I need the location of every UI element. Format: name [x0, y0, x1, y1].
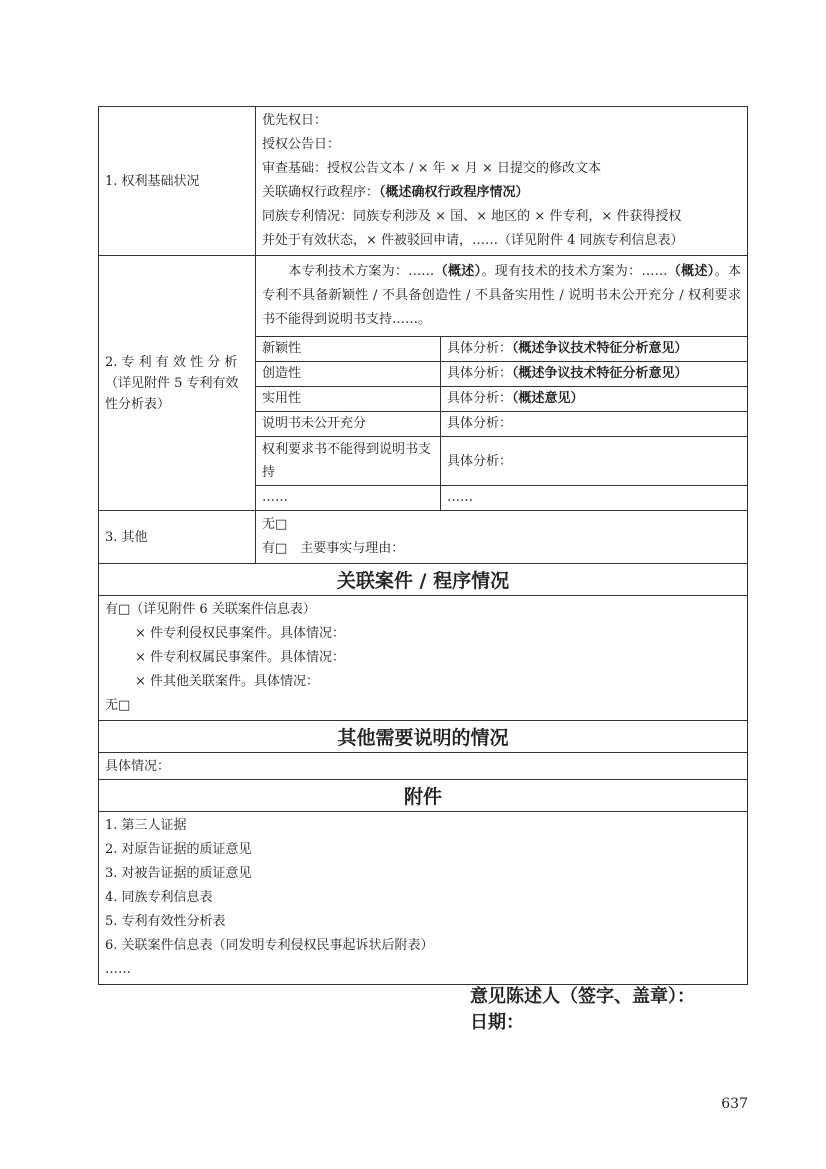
list-item: 3. 对被告证据的质证意见 [105, 866, 252, 881]
criterion-disclosure: 说明书未公开充分 [256, 412, 441, 437]
analysis-cell [441, 337, 748, 362]
other-notes-header-row [99, 721, 748, 753]
analysis-label: 具体分析： [447, 416, 513, 431]
admin-procedure [262, 181, 741, 205]
analysis-summary: （概述意见） [512, 391, 584, 406]
other-notes-text: 具体情况： [99, 753, 748, 780]
list-item: 1. 第三人证据 [105, 818, 187, 833]
table-row [256, 412, 747, 437]
rights-basis-row [99, 107, 748, 256]
attachments-title: 附件 [99, 780, 748, 812]
related-title: 关联案件 / 程序情况 [99, 564, 748, 596]
analysis-label: 具体分析： [447, 391, 513, 406]
list-item: 6. 关联案件信息表（同发明专利侵权民事起诉状后附表） [105, 938, 434, 953]
analysis-summary: （概述争议技术特征分析意见） [512, 341, 688, 356]
list-item: 2. 对原告证据的质证意见 [105, 842, 252, 857]
exam-basis: 审查基础：授权公告文本 / × 年 × 月 × 日提交的修改文本 [262, 161, 601, 176]
validity-label-line-2: （详见附件 5 专利有效 [105, 375, 239, 391]
table-row [256, 362, 747, 387]
family-patent-line-2: 并处于有效状态，× 件被驳回申请，……（详见附件 4 同族专利信息表） [262, 233, 684, 248]
announcement-date: 授权公告日： [262, 137, 341, 152]
other-notes-content-row [99, 753, 748, 780]
attachments-content-row [99, 812, 748, 985]
validity-summary [256, 256, 747, 336]
validity-label [99, 256, 256, 511]
list-item: …… [105, 962, 131, 977]
other-label: 3. 其他 [99, 511, 256, 564]
signature-block [470, 984, 695, 1036]
table-row [256, 387, 747, 412]
admin-procedure-summary: （概述确权行政程序情况） [379, 185, 529, 200]
priority-date: 优先权日： [262, 113, 328, 128]
attachments-list [99, 812, 748, 985]
validity-content [256, 256, 748, 511]
analysis-cell [441, 362, 748, 387]
related-content [99, 596, 748, 721]
rights-basis-content [256, 107, 748, 256]
opinion-form-table [98, 106, 748, 985]
summary-part-c: 。现有技术的技术方案为：…… [481, 264, 668, 279]
other-no-checkbox: 无□ [262, 517, 288, 532]
validity-analysis-table [256, 336, 747, 510]
other-notes-title: 其他需要说明的情况 [99, 721, 748, 753]
other-row [99, 511, 748, 564]
summary-bold-1: （概述） [434, 264, 482, 279]
list-item: × 件专利侵权民事案件。具体情况： [135, 626, 346, 641]
validity-label-line-1: 2. 专 利 有 效 性 分 析 [105, 354, 238, 370]
analysis-cell [441, 412, 748, 437]
analysis-cell [441, 387, 748, 412]
list-item: × 件专利权属民事案件。具体情况： [135, 650, 346, 665]
admin-procedure-label: 关联确权行政程序： [262, 185, 380, 200]
related-no-line: 无□ [105, 698, 131, 713]
criterion-more: …… [256, 486, 441, 511]
analysis-cell [441, 437, 748, 486]
related-header-row [99, 564, 748, 596]
related-yes-line: 有□（详见附件 6 关联案件信息表） [105, 602, 316, 617]
other-content [256, 511, 748, 564]
page-number: 637 [721, 1096, 748, 1112]
table-row [256, 337, 747, 362]
criterion-utility: 实用性 [256, 387, 441, 412]
criterion-inventiveness: 创造性 [256, 362, 441, 387]
rights-basis-label: 1. 权利基础状况 [99, 107, 256, 256]
validity-row [99, 256, 748, 511]
list-item: × 件其他关联案件。具体情况： [135, 674, 320, 689]
analysis-summary: （概述争议技术特征分析意见） [512, 366, 688, 381]
table-row [256, 486, 747, 511]
date-label: 日期： [470, 1012, 524, 1033]
related-content-row [99, 596, 748, 721]
summary-part-a: 本专利技术方案为：…… [288, 264, 435, 279]
other-yes-checkbox: 有□ 主要事实与理由： [262, 541, 405, 556]
list-item: 4. 同族专利信息表 [105, 890, 213, 905]
analysis-label: 具体分析： [447, 341, 513, 356]
signer-label: 意见陈述人（签字、盖章）： [470, 986, 695, 1007]
criterion-novelty: 新颖性 [256, 337, 441, 362]
summary-bold-2: （概述） [667, 264, 715, 279]
analysis-label: 具体分析： [447, 453, 513, 469]
analysis-more: …… [441, 486, 748, 511]
validity-label-line-3: 性分析表） [105, 396, 171, 412]
summary-part-d: 。本专利不具备新颖性 / 不具备创造性 / 不具备实用性 / 说明书未公开充分 / 权利要求书不能得到说明书支持……。 [262, 264, 741, 327]
criterion-claim-support: 权利要求书不能得到说明书支持 [256, 437, 441, 486]
list-item: 5. 专利有效性分析表 [105, 914, 226, 929]
attachments-header-row [99, 780, 748, 812]
analysis-label: 具体分析： [447, 366, 513, 381]
table-row [256, 437, 747, 486]
family-patent-line-1: 同族专利情况：同族专利涉及 × 国、× 地区的 × 件专利，× 件获得授权 [262, 209, 682, 224]
